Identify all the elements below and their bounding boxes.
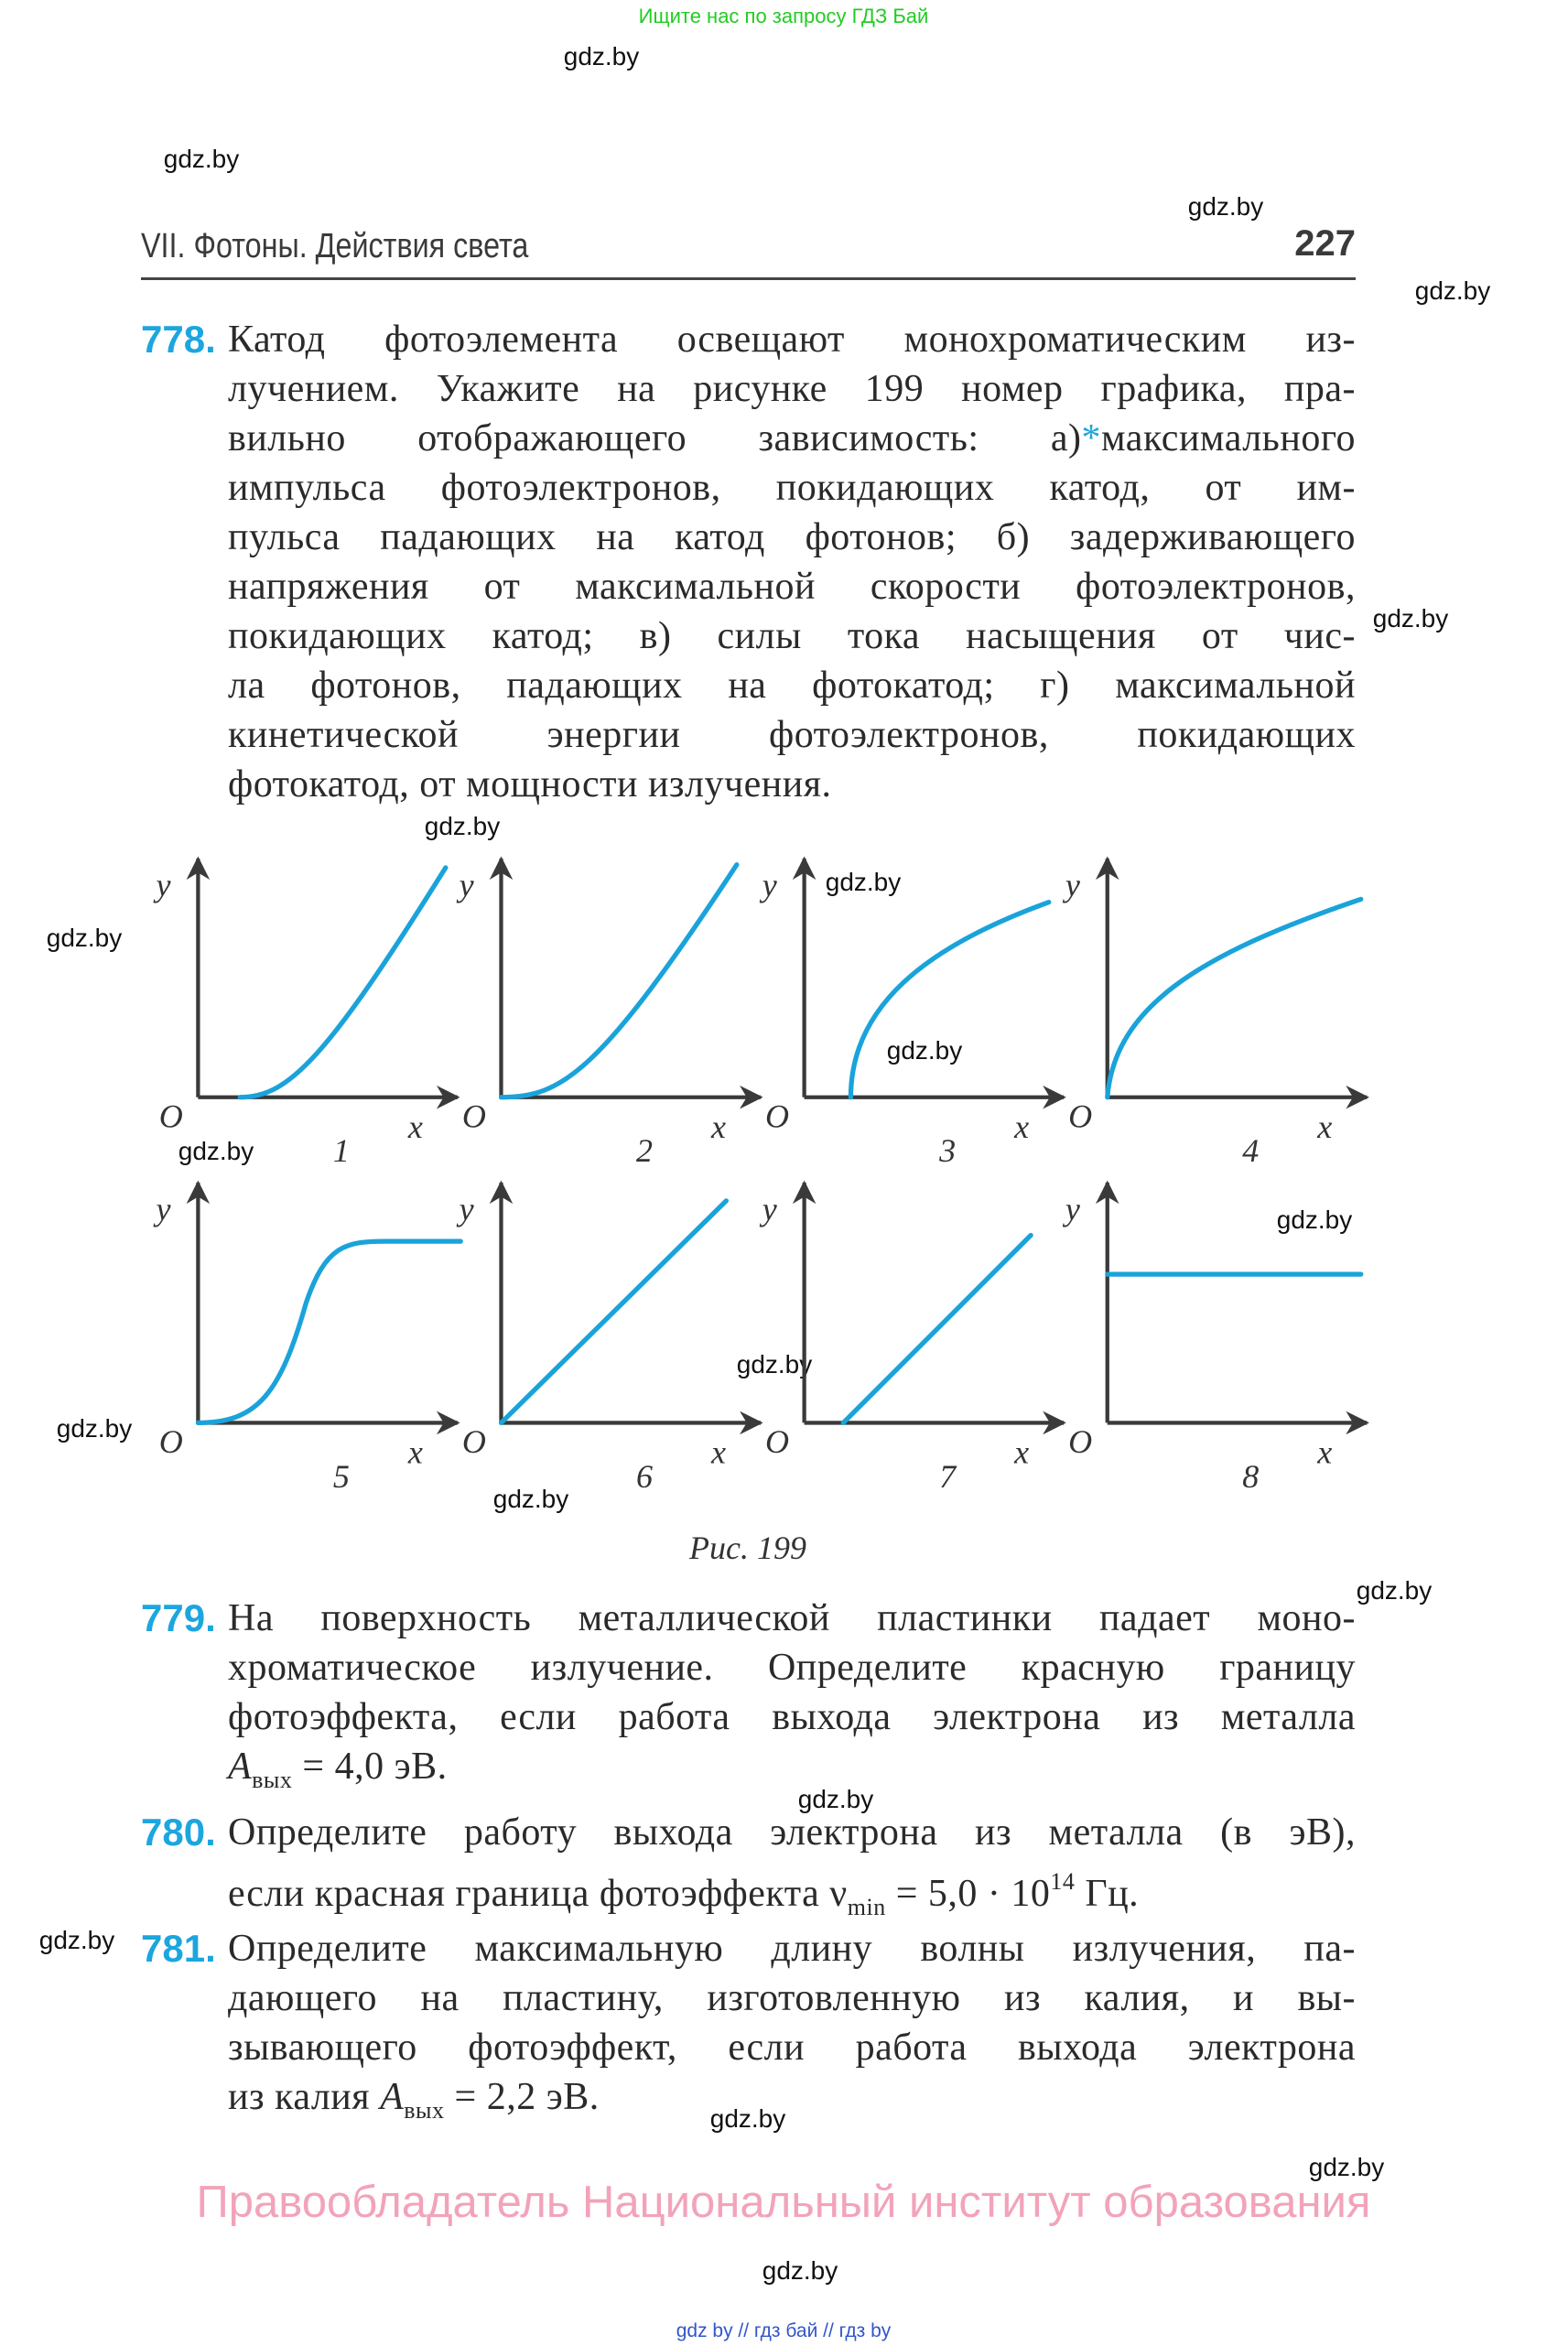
asterisk-mark: * [1081,417,1102,459]
watermark: gdz.by [424,812,501,840]
graph-panel-7 [759,1183,1064,1495]
problem-number: 780. [141,1811,216,1854]
math-subscript: вых [252,1767,293,1793]
math-superscript: 14 [1050,1868,1076,1895]
x-axis-label: x [710,1108,726,1145]
graph-curve [502,865,737,1097]
graph-panel-5 [152,1183,460,1495]
x-axis-label: x [407,1433,423,1471]
copyright-footer: Правообладатель Национальный институт образования [196,2178,1371,2227]
text-line: пульса падающих на катод фотонов; б) задерживающего [228,516,1356,558]
origin-label: O [158,1097,183,1135]
graph-panel-1 [152,859,457,1169]
watermark: gdz.by [1276,1205,1353,1234]
x-axis-label: x [710,1433,726,1471]
text-line: покидающих катод; в) силы тока насыщения от чис- [228,615,1356,657]
problem-number: 778. [141,318,216,361]
watermark: gdz.by [1308,2153,1385,2181]
text-segment: = 5,0 · 10 [885,1873,1051,1915]
text-segment: вильно отображающего зависимость: а) [228,417,1082,459]
watermark: gdz.by [56,1414,133,1443]
panel-number: 4 [1242,1132,1260,1170]
text-line: ла фотонов, падающих на фотокатод; г) максимальной [228,665,1356,707]
text-line [228,2072,1356,2122]
y-axis-label: y [1065,1191,1080,1228]
graph-panel-6 [456,1183,761,1495]
text-line: фотокатод, от мощности излучения. [228,763,832,805]
watermark: gdz.by [1372,604,1449,632]
chapter-title: VII. Фотоны. Действия света [141,227,529,265]
watermark: gdz.by [736,1350,813,1378]
text-line: Определите работу выхода электрона из металла (в эВ), [228,1811,1356,1854]
panel-number: 8 [1242,1457,1260,1495]
y-axis-label: y [459,867,474,904]
origin-label: O [765,1423,790,1461]
watermark: gdz.by [709,2104,786,2133]
problem-number: 781. [141,1927,216,1970]
graph-curve [502,1201,727,1423]
text-line: На поверхность металлической пластинки падает моно- [228,1597,1356,1639]
text-segment: если красная граница фотоэффекта [228,1873,830,1915]
math-symbol: A [380,2076,405,2118]
origin-label: O [158,1423,183,1461]
text-segment: из калия [228,2076,381,2118]
watermark: gdz.by [38,1926,115,1954]
figure-caption: Рис. 199 [689,1530,806,1566]
text-segment: = 2,2 эВ. [444,2076,600,2118]
text-line: кинетической энергии фотоэлектронов, покидающих [228,714,1356,756]
panel-number: 6 [636,1457,654,1495]
watermark: gdz.by [1187,192,1264,221]
watermark: gdz.by [163,145,240,173]
watermark: gdz.by [178,1137,254,1165]
origin-label: O [765,1097,790,1135]
graph-curve [240,868,446,1097]
bottom-links[interactable]: gdz by // гдз бай // гдз by [676,2320,892,2341]
text-segment: максимального [1101,417,1356,459]
origin-label: O [461,1097,486,1135]
graph-panel-4 [1062,859,1367,1169]
y-axis-label: y [762,867,777,904]
watermark: gdz.by [1414,276,1491,305]
y-axis-label: y [1065,867,1080,904]
y-axis-label: y [459,1191,474,1228]
y-axis-label: y [156,867,171,904]
panel-number: 2 [636,1132,654,1170]
graph-curve [198,1241,460,1422]
origin-label: O [1068,1423,1093,1461]
text-segment: = 4,0 эВ. [292,1746,448,1788]
graph-panel-2 [456,859,761,1169]
panel-number: 7 [939,1457,957,1495]
panel-number: 3 [939,1132,957,1170]
watermark: gdz.by [563,42,640,70]
watermark: gdz.by [886,1036,963,1065]
text-line: дающего на пластину, изготовленную из калия, и вы- [228,1977,1356,2019]
text-line: импульса фотоэлектронов, покидающих катод, от им- [228,467,1356,509]
text-line: Определите максимальную длину волны излучения, па- [228,1928,1356,1970]
graph-panel-8 [1062,1183,1367,1495]
math-subscript: min [847,1894,886,1920]
graph-curve [1108,899,1361,1097]
text-segment: Гц. [1075,1873,1140,1915]
watermark: gdz.by [825,868,902,896]
watermark: gdz.by [492,1485,569,1513]
text-line: лучением. Укажите на рисунке 199 номер графика, пра- [228,368,1356,410]
problem-number: 779. [141,1596,216,1639]
y-axis-label: y [156,1191,171,1228]
graph-curve [843,1236,1031,1423]
origin-label: O [461,1423,486,1461]
search-hint: Ищите нас по запросу ГДЗ Бай [638,5,929,27]
watermark: gdz.by [797,1785,874,1813]
watermark: gdz.by [762,2256,838,2285]
math-subscript: вых [404,2097,445,2124]
text-line [228,1857,1356,1920]
x-axis-label: x [407,1108,423,1145]
x-axis-label: x [1014,1108,1030,1145]
panel-number: 5 [332,1457,350,1495]
panel-number: 1 [332,1132,350,1170]
math-symbol: A [228,1746,253,1788]
x-axis-label: x [1317,1433,1333,1471]
text-line [228,1742,1356,1791]
text-line: зывающего фотоэффект, если работа выхода электрона [228,2027,1356,2069]
text-line: хроматическое излучение. Определите красную границу [228,1647,1356,1689]
page-number: 227 [1294,223,1356,264]
y-axis-label: y [762,1191,777,1228]
origin-label: O [1068,1097,1093,1135]
text-line: напряжения от максимальной скорости фотоэлектронов, [228,566,1356,608]
graph-curve [850,903,1048,1097]
math-symbol: ν [829,1873,848,1915]
graph-panel-3 [759,859,1064,1169]
x-axis-label: x [1317,1108,1333,1145]
text-line: Катод фотоэлемента освещают монохроматическим из- [228,319,1356,361]
watermark: gdz.by [46,924,123,952]
x-axis-label: x [1014,1433,1030,1471]
watermark: gdz.by [1356,1576,1433,1605]
text-line: фотоэффекта, если работа выхода электрона из металла [228,1696,1356,1738]
